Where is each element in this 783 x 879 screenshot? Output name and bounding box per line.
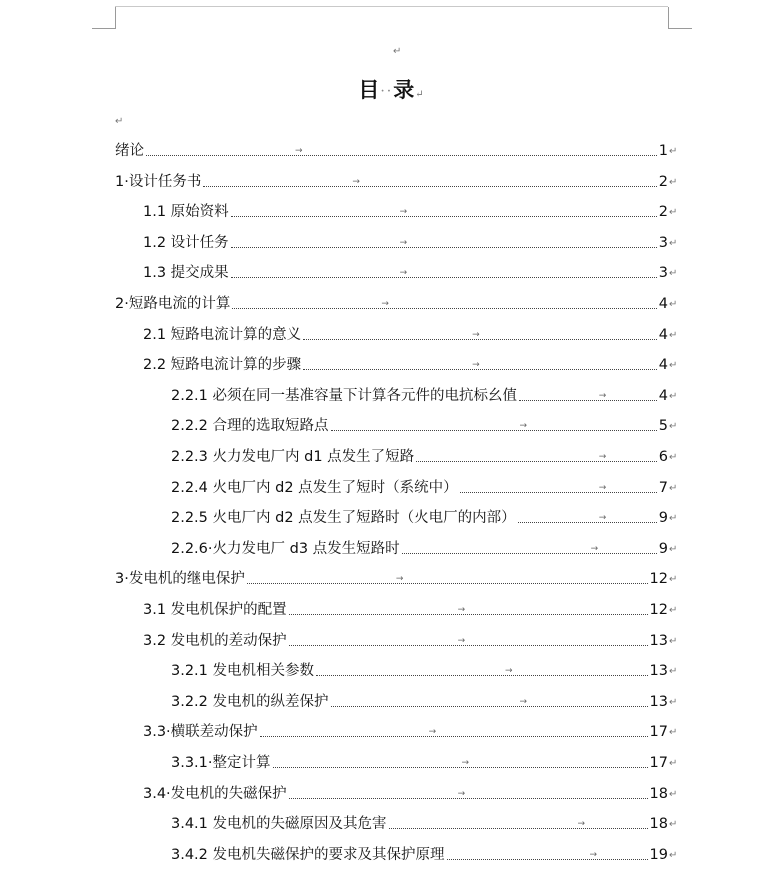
tab-arrow-icon: → <box>399 207 408 217</box>
toc-entry-title: 2.2 短路电流计算的步骤 <box>143 354 302 376</box>
paragraph-mark-icon: ↵ <box>669 513 678 524</box>
toc-page-number: 13 <box>650 630 668 652</box>
toc-leader-dots <box>247 583 648 584</box>
toc-leader-dots <box>416 461 657 462</box>
toc-entry[interactable] <box>171 538 682 560</box>
toc-entry[interactable] <box>115 568 682 590</box>
toc-page-number: 3 <box>659 232 668 254</box>
paragraph-mark-icon: ↵ <box>669 421 678 432</box>
toc-entry[interactable] <box>115 140 682 162</box>
toc-page-number: 4 <box>659 354 668 376</box>
paragraph-mark-icon: ↵ <box>669 391 678 402</box>
toc-page-number: 7 <box>659 477 668 499</box>
toc-entry[interactable] <box>143 262 682 284</box>
toc-entry[interactable] <box>143 599 682 621</box>
toc-entry-title: 3.1 发电机保护的配置 <box>143 599 288 621</box>
toc-entry-title: 3.2.1 发电机相关参数 <box>171 660 315 682</box>
toc-leader-dots <box>232 308 656 309</box>
toc-leader-dots <box>316 675 648 676</box>
toc-page-number: 13 <box>650 660 668 682</box>
toc-leader-dots <box>203 186 656 187</box>
toc-entry[interactable] <box>171 752 682 774</box>
toc-page-number: 6 <box>659 446 668 468</box>
toc-leader-dots <box>519 400 657 401</box>
toc-entry[interactable] <box>143 783 682 805</box>
toc-leader-dots <box>231 277 657 278</box>
paragraph-mark-icon: ↵ <box>393 46 402 57</box>
tab-arrow-icon: → <box>598 391 607 401</box>
tab-arrow-icon: → <box>598 452 607 462</box>
toc-entry[interactable] <box>171 477 682 499</box>
tab-arrow-icon: → <box>395 574 404 584</box>
toc-page-number: 17 <box>650 721 668 743</box>
toc-entry-title: 2.2.1 必须在同一基准容量下计算各元件的电抗标幺值 <box>171 385 518 407</box>
toc-leader-dots <box>273 767 648 768</box>
paragraph-mark-icon: ↵ <box>115 116 124 127</box>
paragraph-mark-icon: ↵ <box>669 238 678 249</box>
tab-arrow-icon: → <box>519 421 528 431</box>
toc-leader-dots <box>402 553 657 554</box>
paragraph-mark-icon: ↵ <box>415 89 425 100</box>
toc-page-number: 12 <box>650 568 668 590</box>
paragraph-mark-icon: ↵ <box>669 146 678 157</box>
toc-leader-dots <box>460 492 657 493</box>
toc-title-dots: ·· <box>380 83 394 100</box>
paragraph-mark-icon: ↵ <box>669 330 678 341</box>
paragraph-mark-icon: ↵ <box>669 177 678 188</box>
paragraph-mark-icon: ↵ <box>669 636 678 647</box>
paragraph-mark-icon: ↵ <box>669 544 678 555</box>
paragraph-mark-icon: ↵ <box>669 268 678 279</box>
toc-entry-title: 2.2.4 火电厂内 d2 点发生了短时（系统中） <box>171 477 459 499</box>
toc-entry-title: 1.3 提交成果 <box>143 262 230 284</box>
toc-page-number: 5 <box>659 415 668 437</box>
paragraph-mark-icon: ↵ <box>669 666 678 677</box>
tab-arrow-icon: → <box>577 819 586 829</box>
toc-leader-dots <box>231 247 657 248</box>
toc-page-number: 9 <box>659 538 668 560</box>
toc-entry-title: 1.2 设计任务 <box>143 232 230 254</box>
toc-entry[interactable] <box>171 844 682 866</box>
tab-arrow-icon: → <box>295 146 303 156</box>
tab-arrow-icon: → <box>598 483 607 493</box>
toc-title-left: 目 <box>358 77 381 102</box>
toc-page-number: 18 <box>650 783 668 805</box>
paragraph-mark-icon: ↵ <box>669 727 678 738</box>
toc-entry-title: 2.1 短路电流计算的意义 <box>143 324 302 346</box>
tab-arrow-icon: → <box>381 299 389 309</box>
page-top-edge <box>115 6 668 7</box>
toc-entry[interactable] <box>143 201 682 223</box>
toc-entry-title: 3.2.2 发电机的纵差保护 <box>171 691 330 713</box>
toc-leader-dots <box>331 430 657 431</box>
toc-page-number: 18 <box>650 813 668 835</box>
toc-page-number: 4 <box>659 385 668 407</box>
toc-entry[interactable] <box>143 232 682 254</box>
toc-leader-dots <box>231 216 657 217</box>
toc-entry-title: 2.2.3 火力发电厂内 d1 点发生了短路 <box>171 446 415 468</box>
toc-leader-dots <box>146 155 657 156</box>
toc-page-number: 4 <box>659 293 668 315</box>
toc-entry-title: 2.2.2 合理的选取短路点 <box>171 415 330 437</box>
toc-title-right: 录 <box>393 77 416 102</box>
toc-title <box>0 74 783 104</box>
toc-page-number: 17 <box>650 752 668 774</box>
tab-arrow-icon: → <box>457 605 466 615</box>
toc-entry[interactable] <box>143 630 682 652</box>
tab-arrow-icon: → <box>598 513 607 523</box>
paragraph-mark-icon: ↵ <box>669 483 678 494</box>
toc-entry-title: 1.1 原始资料 <box>143 201 230 223</box>
toc-entry-title: 3.4·发电机的失磁保护 <box>143 783 288 805</box>
toc-entry-title: 2·短路电流的计算 <box>115 293 231 315</box>
toc-entry[interactable] <box>171 813 682 835</box>
toc-entry[interactable] <box>171 660 682 682</box>
tab-arrow-icon: → <box>461 758 470 768</box>
toc-entry-title: 3·发电机的继电保护 <box>115 568 246 590</box>
paragraph-mark-icon: ↵ <box>669 574 678 585</box>
tab-arrow-icon: → <box>590 544 599 554</box>
toc-entry-title: 3.3·横联差动保护 <box>143 721 259 743</box>
paragraph-mark-icon: ↵ <box>669 789 678 800</box>
toc-entry-title: 绪论 <box>115 140 145 162</box>
toc-entry[interactable] <box>171 415 682 437</box>
tab-arrow-icon: → <box>589 850 598 860</box>
toc-page-number: 13 <box>650 691 668 713</box>
toc-leader-dots <box>331 706 648 707</box>
toc-leader-dots <box>289 798 648 799</box>
toc-leader-dots <box>260 736 648 737</box>
paragraph-mark-icon: ↵ <box>669 850 678 861</box>
paragraph-mark-icon: ↵ <box>669 697 678 708</box>
toc-entry[interactable] <box>171 446 682 468</box>
toc-entry[interactable] <box>171 385 682 407</box>
tab-arrow-icon: → <box>505 666 513 676</box>
toc-page-number: 19 <box>650 844 668 866</box>
toc-page-number: 4 <box>659 324 668 346</box>
tab-arrow-icon: → <box>472 360 480 370</box>
paragraph-mark-icon: ↵ <box>669 452 678 463</box>
toc-page-number: 2 <box>659 201 668 223</box>
toc-entry[interactable] <box>143 324 682 346</box>
paragraph-mark-icon: ↵ <box>669 207 678 218</box>
toc-page-number: 9 <box>659 507 668 529</box>
tab-arrow-icon: → <box>428 727 437 737</box>
toc-entry[interactable] <box>143 721 682 743</box>
toc-entry[interactable] <box>115 293 682 315</box>
tab-arrow-icon: → <box>352 177 360 187</box>
toc-entry-title: 2.2.5 火电厂内 d2 点发生了短路时（火电厂的内部） <box>171 507 517 529</box>
toc-leader-dots <box>447 859 648 860</box>
tab-arrow-icon: → <box>472 330 480 340</box>
toc-entry-title: 3.2 发电机的差动保护 <box>143 630 288 652</box>
toc-entry[interactable] <box>143 354 682 376</box>
toc-entry-title: 3.3.1·整定计算 <box>171 752 272 774</box>
toc-page-number: 12 <box>650 599 668 621</box>
toc-entry[interactable] <box>171 507 682 529</box>
tab-arrow-icon: → <box>457 789 466 799</box>
tab-arrow-icon: → <box>399 238 408 248</box>
tab-arrow-icon: → <box>399 268 408 278</box>
paragraph-mark-icon: ↵ <box>669 299 678 310</box>
toc-entry-title: 3.4.2 发电机失磁保护的要求及其保护原理 <box>171 844 446 866</box>
toc-entry[interactable] <box>171 691 682 713</box>
paragraph-mark-icon: ↵ <box>669 758 678 769</box>
toc-page-number: 1 <box>659 140 668 162</box>
toc-entry[interactable] <box>115 171 682 193</box>
toc-leader-dots <box>289 645 648 646</box>
toc-leader-dots <box>518 522 657 523</box>
toc-entry-title: 2.2.6·火力发电厂 d3 点发生短路时 <box>171 538 401 560</box>
toc-page-number: 3 <box>659 262 668 284</box>
paragraph-mark-icon: ↵ <box>669 360 678 371</box>
crop-mark-top-left <box>92 7 116 29</box>
tab-arrow-icon: → <box>519 697 528 707</box>
toc-entry-title: 1·设计任务书 <box>115 171 202 193</box>
crop-mark-top-right <box>668 7 692 29</box>
paragraph-mark-icon: ↵ <box>669 819 678 830</box>
paragraph-mark-icon: ↵ <box>669 605 678 616</box>
tab-arrow-icon: → <box>457 636 466 646</box>
toc-leader-dots <box>389 828 648 829</box>
toc-leader-dots <box>289 614 648 615</box>
toc-entry-title: 3.4.1 发电机的失磁原因及其危害 <box>171 813 388 835</box>
toc-page-number: 2 <box>659 171 668 193</box>
